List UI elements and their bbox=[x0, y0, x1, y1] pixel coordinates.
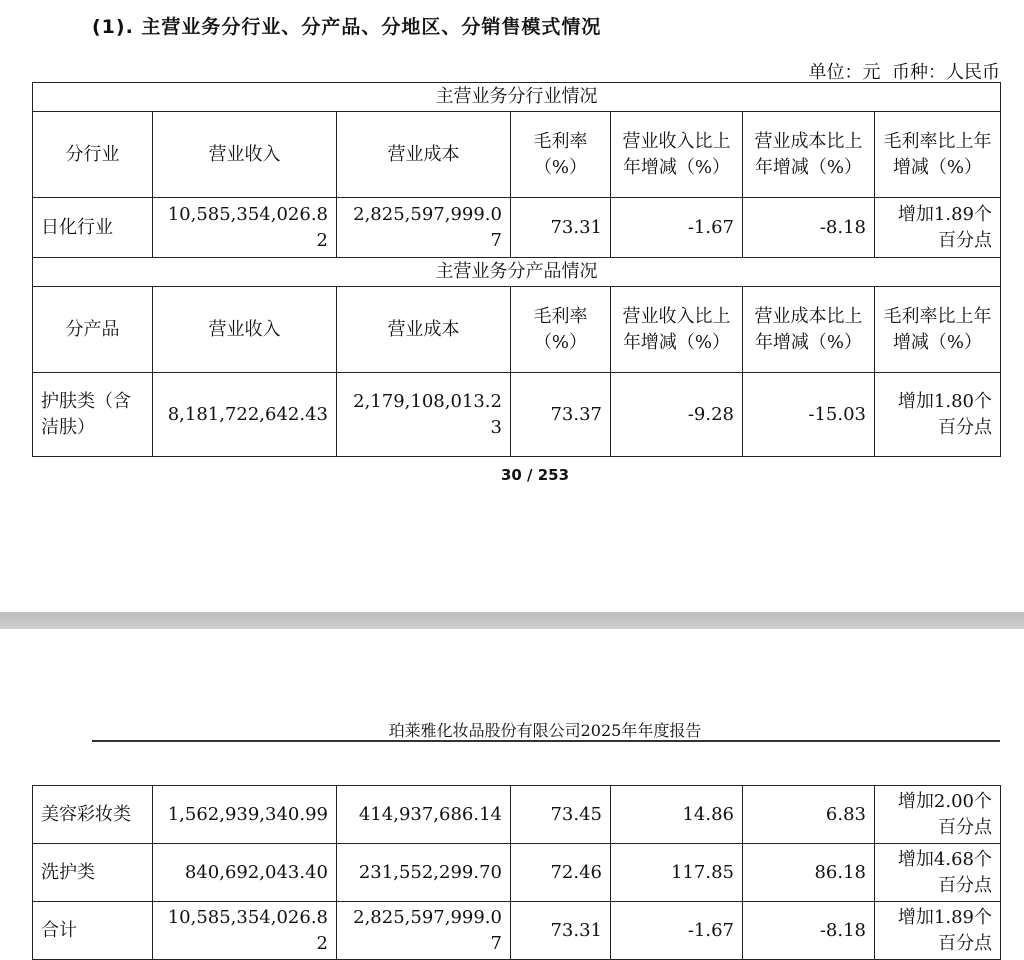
industry-section-row bbox=[33, 83, 1001, 112]
cell-cost-change: -8.18 bbox=[743, 198, 875, 258]
cell-cost-change: -15.03 bbox=[743, 373, 875, 457]
cell-revenue-change: 117.85 bbox=[611, 844, 743, 902]
cell-category: 洗护类 bbox=[33, 844, 153, 902]
table-row bbox=[33, 786, 1001, 844]
segment-table-page1 bbox=[32, 82, 1001, 457]
cell-margin-change: 增加1.89个百分点 bbox=[875, 902, 1001, 960]
cell-category: 合计 bbox=[33, 902, 153, 960]
header-gross-margin: 毛利率（%） bbox=[511, 287, 611, 373]
cell-gross-margin: 73.31 bbox=[511, 198, 611, 258]
cell-revenue: 10,585,354,026.82 bbox=[153, 902, 337, 960]
header-revenue-change: 营业收入比上年增减（%） bbox=[611, 287, 743, 373]
cell-revenue-change: -1.67 bbox=[611, 902, 743, 960]
header-category: 分行业 bbox=[33, 112, 153, 198]
cell-margin-change: 增加2.00个百分点 bbox=[875, 786, 1001, 844]
cell-cost: 231,552,299.70 bbox=[337, 844, 511, 902]
cell-category: 美容彩妆类 bbox=[33, 786, 153, 844]
cell-revenue: 1,562,939,340.99 bbox=[153, 786, 337, 844]
header-revenue: 营业收入 bbox=[153, 287, 337, 373]
cell-revenue: 840,692,043.40 bbox=[153, 844, 337, 902]
header-cost: 营业成本 bbox=[337, 112, 511, 198]
header-rule bbox=[92, 740, 1000, 742]
cell-revenue: 8,181,722,642.43 bbox=[153, 373, 337, 457]
table-row bbox=[33, 373, 1001, 457]
industry-header-row bbox=[33, 112, 1001, 198]
product-section-row bbox=[33, 258, 1001, 287]
cell-cost-change: 6.83 bbox=[743, 786, 875, 844]
cell-cost: 2,825,597,999.07 bbox=[337, 198, 511, 258]
unit-currency-line: 单位：元 币种：人民币 bbox=[808, 62, 1000, 83]
cell-revenue-change: -9.28 bbox=[611, 373, 743, 457]
cell-gross-margin: 73.37 bbox=[511, 373, 611, 457]
cell-cost-change: -8.18 bbox=[743, 902, 875, 960]
cell-revenue-change: -1.67 bbox=[611, 198, 743, 258]
cell-cost: 2,179,108,013.23 bbox=[337, 373, 511, 457]
cell-cost-change: 86.18 bbox=[743, 844, 875, 902]
table-row bbox=[33, 844, 1001, 902]
cell-revenue-change: 14.86 bbox=[611, 786, 743, 844]
header-margin-change: 毛利率比上年增减（%） bbox=[875, 287, 1001, 373]
page-separator bbox=[0, 612, 1024, 629]
header-gross-margin: 毛利率（%） bbox=[511, 112, 611, 198]
cell-category: 日化行业 bbox=[33, 198, 153, 258]
product-section-title: 主营业务分产品情况 bbox=[33, 258, 1001, 287]
page-number: 30 / 253 bbox=[500, 466, 570, 484]
industry-section-title: 主营业务分行业情况 bbox=[33, 83, 1001, 112]
product-header-row bbox=[33, 287, 1001, 373]
cell-category: 护肤类（含洁肤） bbox=[33, 373, 153, 457]
section-title: (1). 主营业务分行业、分产品、分地区、分销售模式情况 bbox=[92, 16, 602, 38]
cell-revenue: 10,585,354,026.82 bbox=[153, 198, 337, 258]
page-header-title: 珀莱雅化妆品股份有限公司2025年年度报告 bbox=[388, 721, 702, 740]
table-row bbox=[33, 198, 1001, 258]
cell-gross-margin: 73.45 bbox=[511, 786, 611, 844]
cell-cost: 2,825,597,999.07 bbox=[337, 902, 511, 960]
table-row-total bbox=[33, 902, 1001, 960]
header-revenue: 营业收入 bbox=[153, 112, 337, 198]
header-margin-change: 毛利率比上年增减（%） bbox=[875, 112, 1001, 198]
cell-cost: 414,937,686.14 bbox=[337, 786, 511, 844]
cell-gross-margin: 72.46 bbox=[511, 844, 611, 902]
segment-table-page2 bbox=[32, 785, 1001, 960]
header-category: 分产品 bbox=[33, 287, 153, 373]
cell-gross-margin: 73.31 bbox=[511, 902, 611, 960]
header-revenue-change: 营业收入比上年增减（%） bbox=[611, 112, 743, 198]
cell-margin-change: 增加1.80个百分点 bbox=[875, 373, 1001, 457]
header-cost: 营业成本 bbox=[337, 287, 511, 373]
header-cost-change: 营业成本比上年增减（%） bbox=[743, 287, 875, 373]
header-cost-change: 营业成本比上年增减（%） bbox=[743, 112, 875, 198]
cell-margin-change: 增加4.68个百分点 bbox=[875, 844, 1001, 902]
cell-margin-change: 增加1.89个百分点 bbox=[875, 198, 1001, 258]
